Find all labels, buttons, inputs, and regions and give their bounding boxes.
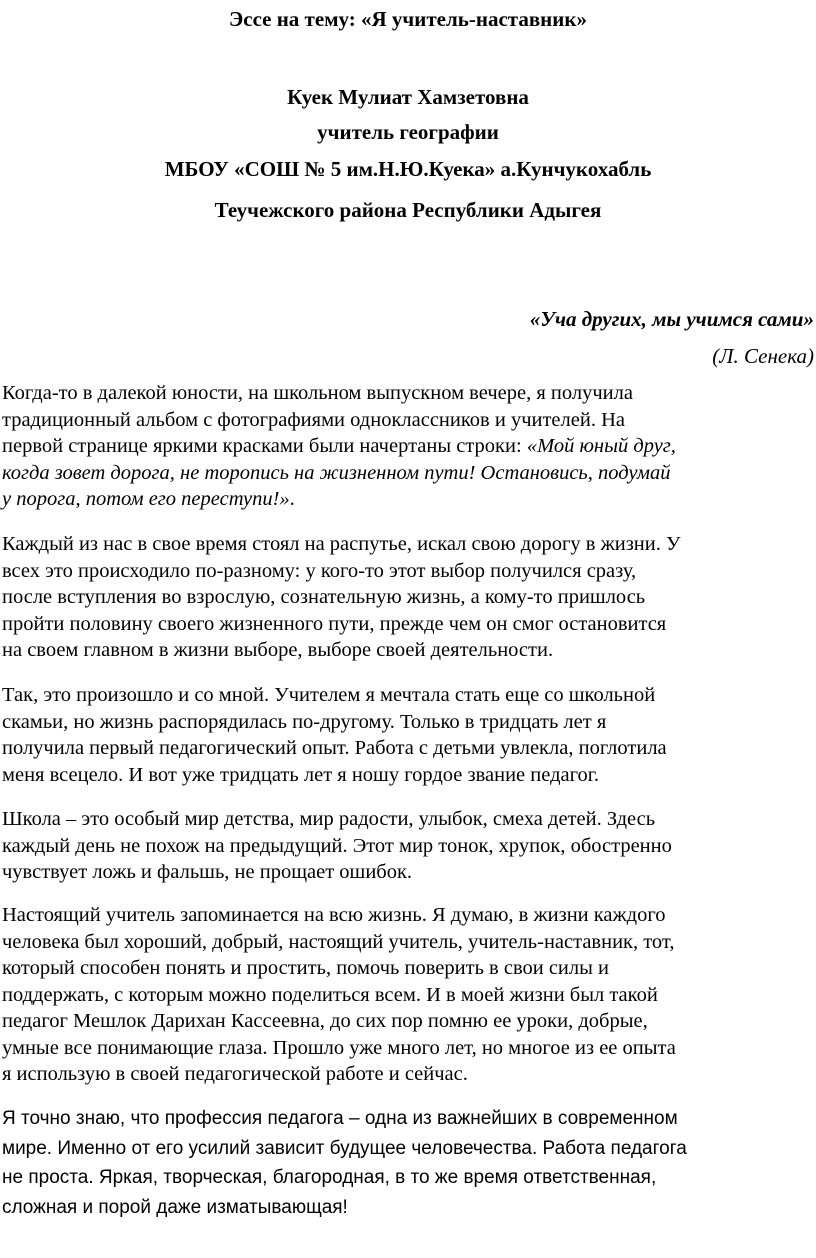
paragraph-line: я использую в своей педагогической работе и сейчас. (2, 1063, 468, 1085)
paragraph-line: получила первый педагогический опыт. Работа с детьми увлекла, поглотила (2, 737, 667, 759)
paragraph-line: умные все понимающие глаза. Прошло уже много лет, но многое из ее опыта (2, 1036, 676, 1059)
epigraph-attribution: (Л. Сенека) (712, 344, 814, 368)
paragraph-line: поддержать, с которым можно поделиться всем. И в моей жизни был такой (2, 983, 658, 1006)
paragraph-line (2, 460, 814, 487)
author-name: Куек Мулиат Хамзетовна (287, 85, 529, 109)
album-quote-text: когда зовет дорога, не торопись на жизненном пути! Остановись, подумай (2, 461, 671, 484)
paragraph-line: педагог Мешлок Дарихан Кассеевна, до сих пор помню ее уроки, добрые, (2, 1010, 648, 1032)
paragraph-6 (2, 1104, 814, 1222)
paragraph-line: традиционный альбом с фотографиями одноклассников и учителей. На (2, 408, 625, 431)
paragraph-line: меня всецело. И вот уже тридцать лет я ношу гордое звание педагог. (2, 763, 599, 786)
district-name: Теучежского района Республики Адыгея (214, 198, 602, 222)
paragraph-text: . (289, 488, 295, 510)
paragraph-line: Настоящий учитель запоминается на всю жизнь. Я думаю, в жизни каждого (2, 904, 666, 926)
essay-title: Эссе на тему: «Я учитель-наставник» (229, 7, 587, 31)
paragraph-line: сложная и порой даже изматывающая! (2, 1196, 348, 1218)
paragraph-line: мире. Именно от его усилий зависит будущее человечества. Работа педагога (2, 1137, 687, 1159)
paragraph-line: не проста. Яркая, творческая, благородная, в то же время ответственная, (2, 1167, 657, 1188)
paragraph-line: каждый день не похож на предыдущий. Этот мир тонок, хрупок, обостренно (2, 834, 672, 857)
paragraph-line: пройти половину своего жизненного пути, прежде чем он смог остановится (2, 612, 667, 635)
paragraph-line: Школа – это особый мир детства, мир радости, улыбок, смеха детей. Здесь (2, 808, 656, 830)
album-quote-text: у порога, потом его переступи!» (2, 488, 290, 510)
album-quote-text: «Мой юный друг, (526, 435, 676, 457)
paragraph-line: Так, это произошло и со мной. Учителем я мечтала стать еще со школьной (2, 684, 656, 706)
author-position: учитель географии (317, 120, 499, 144)
paragraph-2 (2, 531, 814, 664)
school-name: МБОУ «СОШ № 5 им.Н.Ю.Куека» а.Кунчукохабль (164, 157, 652, 181)
paragraph-4 (2, 806, 814, 886)
paragraph-line: чувствует ложь и фальшь, не прощает ошибок. (2, 861, 413, 883)
paragraph-line: человека был хороший, добрый, настоящий учитель, учитель-наставник, тот, (2, 930, 675, 953)
paragraph-line: Каждый из нас в свое время стоял на распутье, искал свою дорогу в жизни. У (2, 533, 681, 555)
paragraph-3 (2, 682, 814, 788)
paragraph-line (2, 433, 814, 460)
paragraph-line: Я точно знаю, что профессия педагога – одна из важнейших в современном (2, 1108, 678, 1129)
paragraph-line: всех это происходило по-разному: у кого-то этот выбор получился сразу, (2, 559, 637, 582)
epigraph-quote: «Уча других, мы учимся сами» (529, 307, 814, 331)
paragraph-line: скамьи, но жизнь распорядилась по-другому. Только в тридцать лет я (2, 710, 607, 733)
paragraph-text: первой странице яркими красками были начертаны строки: (2, 435, 527, 457)
paragraph-line: после вступления во взрослую, сознательную жизнь, а кому-то пришлось (2, 586, 646, 608)
paragraph-5 (2, 902, 814, 1088)
paragraph-line (2, 486, 814, 513)
paragraph-1 (2, 380, 814, 513)
paragraph-line: который способен понять и простить, помочь поверить в свои силы и (2, 957, 610, 979)
paragraph-line: Когда-то в далекой юности, на школьном выпускном вечере, я получила (2, 382, 633, 404)
paragraph-line: на своем главном в жизни выборе, выборе своей деятельности. (2, 639, 554, 661)
